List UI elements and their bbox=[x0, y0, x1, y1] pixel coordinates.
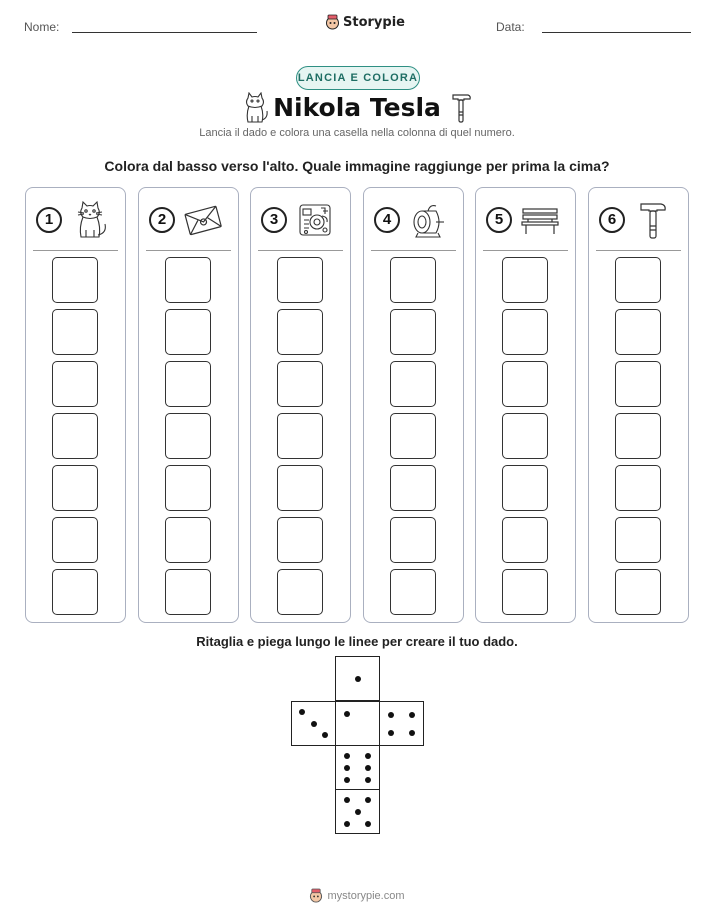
color-box[interactable] bbox=[165, 361, 211, 407]
electric-motor-icon bbox=[408, 200, 448, 240]
color-box[interactable] bbox=[615, 569, 661, 615]
die-pip bbox=[365, 821, 371, 827]
color-box[interactable] bbox=[502, 517, 548, 563]
color-box[interactable] bbox=[52, 361, 98, 407]
die-pip bbox=[299, 709, 305, 715]
color-box[interactable] bbox=[52, 517, 98, 563]
column-number: 2 bbox=[149, 207, 175, 233]
column-number: 4 bbox=[374, 207, 400, 233]
column-number: 3 bbox=[261, 207, 287, 233]
date-line bbox=[542, 32, 691, 33]
color-box[interactable] bbox=[390, 309, 436, 355]
column-number: 5 bbox=[486, 207, 512, 233]
color-box[interactable] bbox=[502, 569, 548, 615]
footer-url[interactable]: mystorypie.com bbox=[327, 889, 405, 902]
color-box[interactable] bbox=[277, 257, 323, 303]
die-face-3 bbox=[291, 701, 336, 746]
column-1 bbox=[25, 187, 126, 623]
storypie-mascot-icon bbox=[309, 888, 323, 903]
color-box[interactable] bbox=[52, 569, 98, 615]
color-box[interactable] bbox=[390, 257, 436, 303]
column-divider bbox=[483, 250, 568, 251]
activity-badge: LANCIA E COLORA bbox=[296, 66, 420, 90]
color-box[interactable] bbox=[390, 361, 436, 407]
date-label: Data: bbox=[496, 20, 525, 34]
color-box[interactable] bbox=[615, 361, 661, 407]
die-pip bbox=[365, 777, 371, 783]
die-pip bbox=[409, 712, 415, 718]
color-box[interactable] bbox=[615, 309, 661, 355]
die-pip bbox=[322, 732, 328, 738]
die-pip bbox=[344, 797, 350, 803]
column-6 bbox=[588, 187, 689, 623]
color-box[interactable] bbox=[52, 257, 98, 303]
die-face-6 bbox=[335, 745, 380, 790]
die-face-5 bbox=[335, 789, 380, 834]
storypie-mascot-icon bbox=[325, 14, 340, 30]
color-box[interactable] bbox=[615, 413, 661, 459]
color-box[interactable] bbox=[165, 309, 211, 355]
die-face-1 bbox=[335, 656, 380, 701]
color-box[interactable] bbox=[277, 465, 323, 511]
column-divider bbox=[371, 250, 456, 251]
die-pip bbox=[344, 821, 350, 827]
color-box[interactable] bbox=[52, 465, 98, 511]
column-4 bbox=[363, 187, 464, 623]
logo-text: Storypie bbox=[343, 14, 405, 30]
column-divider bbox=[33, 250, 118, 251]
column-number: 1 bbox=[36, 207, 62, 233]
die-pip bbox=[365, 765, 371, 771]
hammer-icon bbox=[633, 200, 673, 240]
column-divider bbox=[258, 250, 343, 251]
column-3 bbox=[250, 187, 351, 623]
name-label: Nome: bbox=[24, 20, 60, 34]
die-instruction: Ritaglia e piega lungo le linee per creare il tuo dado. bbox=[196, 634, 518, 649]
die-pip bbox=[388, 730, 394, 736]
column-divider bbox=[596, 250, 681, 251]
color-box[interactable] bbox=[165, 517, 211, 563]
color-box[interactable] bbox=[390, 569, 436, 615]
page-title: Nikola Tesla bbox=[273, 93, 441, 122]
die-pip bbox=[365, 797, 371, 803]
color-box[interactable] bbox=[502, 257, 548, 303]
color-box[interactable] bbox=[52, 309, 98, 355]
die-pip bbox=[344, 777, 350, 783]
color-box[interactable] bbox=[277, 413, 323, 459]
color-box[interactable] bbox=[165, 569, 211, 615]
die-pip bbox=[311, 721, 317, 727]
die-pip bbox=[344, 711, 350, 717]
die-pip bbox=[409, 730, 415, 736]
die-pip bbox=[365, 753, 371, 759]
color-box[interactable] bbox=[615, 465, 661, 511]
die-pip bbox=[355, 676, 361, 682]
color-box[interactable] bbox=[277, 309, 323, 355]
die-face-4 bbox=[379, 701, 424, 746]
die-pip bbox=[344, 765, 350, 771]
name-line bbox=[72, 32, 257, 33]
die-pip bbox=[344, 753, 350, 759]
circuit-board-icon bbox=[295, 200, 335, 240]
die-pip bbox=[355, 809, 361, 815]
color-box[interactable] bbox=[502, 361, 548, 407]
color-box[interactable] bbox=[390, 517, 436, 563]
color-box[interactable] bbox=[277, 361, 323, 407]
color-box[interactable] bbox=[390, 465, 436, 511]
column-divider bbox=[146, 250, 231, 251]
color-box[interactable] bbox=[165, 257, 211, 303]
footer bbox=[0, 888, 714, 903]
color-box[interactable] bbox=[52, 413, 98, 459]
color-box[interactable] bbox=[615, 517, 661, 563]
coloring-instruction: Colora dal basso verso l'alto. Quale immagine raggiunge per prima la cima? bbox=[104, 158, 610, 174]
storypie-logo bbox=[325, 14, 405, 30]
die-pip bbox=[388, 712, 394, 718]
envelope-icon bbox=[183, 200, 223, 240]
color-box[interactable] bbox=[502, 465, 548, 511]
title-hammer-icon bbox=[450, 92, 474, 124]
cat-icon bbox=[70, 200, 110, 240]
column-2 bbox=[138, 187, 239, 623]
page-subtitle: Lancia il dado e colora una casella nella colonna di quel numero. bbox=[199, 127, 515, 139]
column-number: 6 bbox=[599, 207, 625, 233]
color-box[interactable] bbox=[165, 413, 211, 459]
column-5 bbox=[475, 187, 576, 623]
color-box[interactable] bbox=[390, 413, 436, 459]
color-box[interactable] bbox=[165, 465, 211, 511]
bench-icon bbox=[520, 200, 560, 240]
color-box[interactable] bbox=[502, 309, 548, 355]
color-box[interactable] bbox=[277, 569, 323, 615]
color-box[interactable] bbox=[615, 257, 661, 303]
color-box[interactable] bbox=[502, 413, 548, 459]
color-box[interactable] bbox=[277, 517, 323, 563]
die-face-1b bbox=[335, 701, 380, 746]
